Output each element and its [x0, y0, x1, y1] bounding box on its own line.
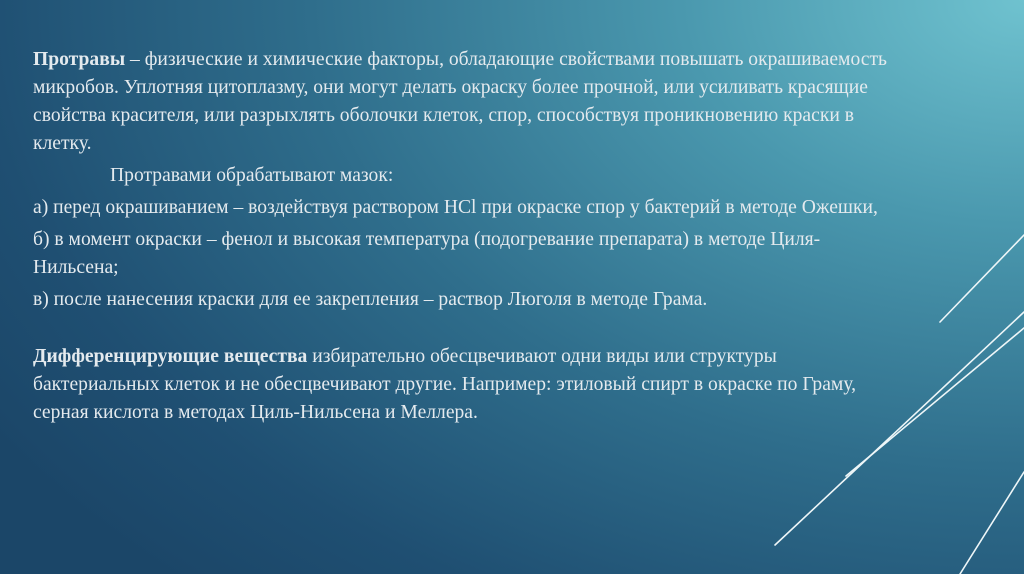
deco-line-4 — [960, 472, 1024, 574]
term-mordants: Протравы — [33, 49, 126, 70]
mordants-definition: – физические и химические факторы, обладающие свойствами повышать окрашиваемость микробов. Уплотняя цитоплазму, они могут делать окраску более прочной, или усиливать красящие свойства красителя, или разрыхлять оболочки клеток, спор, способствуя проникновению краски в клетку. — [33, 49, 887, 154]
mordants-intro: Протравами обрабатывают мазок: — [110, 165, 394, 186]
paragraph-differentiating — [33, 343, 893, 427]
differentiating-definition: избирательно обесцвечивают одни виды или структуры бактериальных клеток и не обесцвечивают другие. Например: этиловый спирт в окраске по Граму, серная кислота в методах Циль-Нильсена и Меллера. — [33, 346, 857, 423]
list-item-a: а) перед окрашиванием – воздействуя раствором HCl при окраске спор у бактерий в методе Ожешки, — [33, 197, 878, 218]
deco-line-1 — [940, 235, 1024, 322]
list-item-c: в) после нанесения краски для ее закрепления – раствор Люголя в методе Грама. — [33, 289, 708, 310]
slide-content — [33, 46, 893, 427]
term-differentiating-substances: Дифференцирующие вещества — [33, 346, 308, 367]
paragraph-mordants — [33, 46, 893, 158]
list-item-b: б) в момент окраски – фенол и высокая температура (подогревание препарата) в методе Циля-Нильсена; — [33, 229, 821, 278]
